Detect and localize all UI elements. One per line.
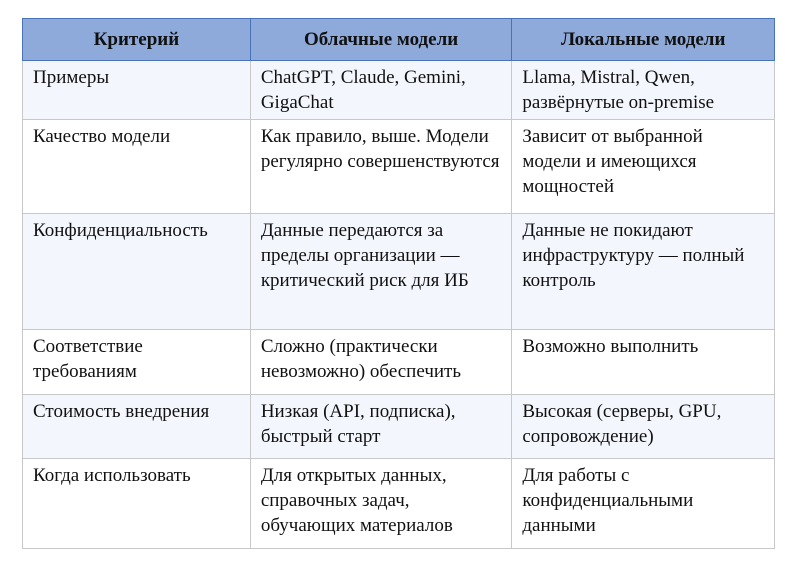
table-row [23, 61, 775, 120]
cloud-cell: ChatGPT, Claude, Gemini, GigaChat [250, 61, 512, 120]
header-row [23, 19, 775, 61]
criterion-cell: Примеры [23, 61, 251, 120]
criterion-cell: Конфиденциальность [23, 214, 251, 330]
cloud-cell: Сложно (практически невозможно) обеспечить [250, 330, 512, 395]
criterion-cell: Качество модели [23, 120, 251, 214]
criterion-cell: Соответствие требованиям [23, 330, 251, 395]
local-cell: Возможно выполнить [512, 330, 775, 395]
table-row [23, 214, 775, 330]
table-row [23, 330, 775, 395]
comparison-table [22, 18, 775, 549]
local-cell: Данные не покидают инфраструктуру — полный контроль [512, 214, 775, 330]
local-cell: Для работы с конфиденциальными данными [512, 459, 775, 549]
header-criterion: Критерий [23, 19, 251, 61]
cloud-cell: Для открытых данных, справочных задач, обучающих материалов [250, 459, 512, 549]
cloud-cell: Данные передаются за пределы организации — критический риск для ИБ [250, 214, 512, 330]
table-row [23, 395, 775, 459]
cloud-cell: Низкая (API, подписка), быстрый старт [250, 395, 512, 459]
local-cell: Llama, Mistral, Qwen, развёрнутые on-premise [512, 61, 775, 120]
criterion-cell: Стоимость внедрения [23, 395, 251, 459]
cloud-cell: Как правило, выше. Модели регулярно совершенствуются [250, 120, 512, 214]
criterion-cell: Когда использовать [23, 459, 251, 549]
header-cloud: Облачные модели [250, 19, 512, 61]
table-row [23, 459, 775, 549]
table-row [23, 120, 775, 214]
local-cell: Зависит от выбранной модели и имеющихся мощностей [512, 120, 775, 214]
local-cell: Высокая (серверы, GPU, сопровождение) [512, 395, 775, 459]
header-local: Локальные модели [512, 19, 775, 61]
